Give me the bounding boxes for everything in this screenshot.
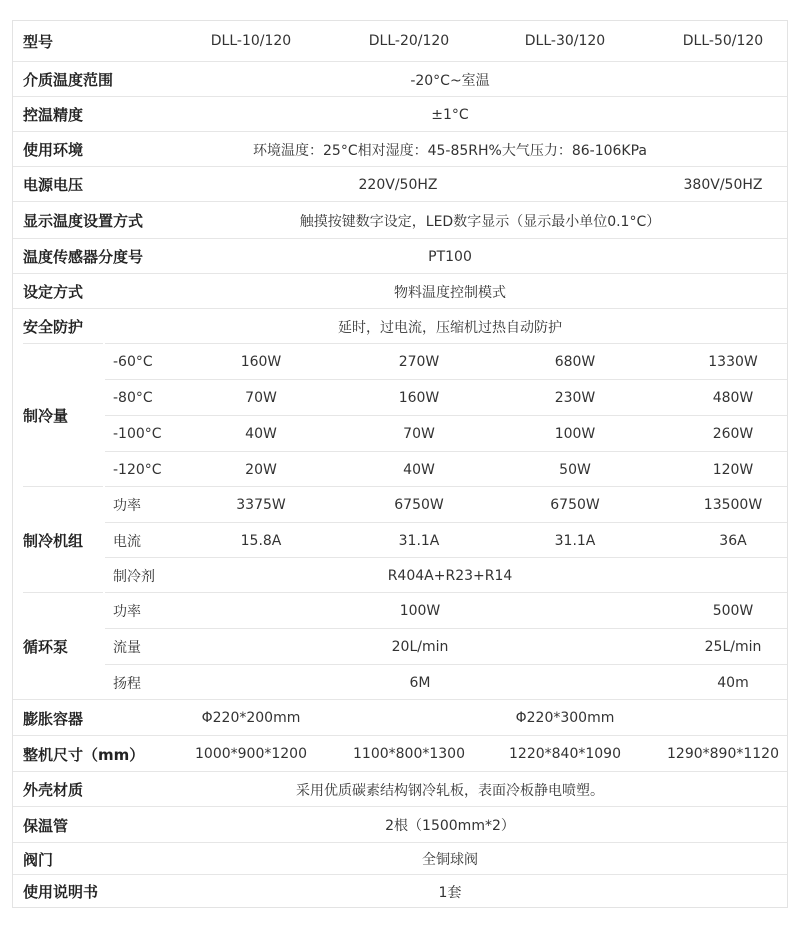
safety-value: 延时，过电流，压缩机过热自动防护 — [338, 319, 562, 336]
safety-label: 安全防护 — [23, 318, 84, 336]
cooling-temp: -80°C — [113, 390, 153, 406]
expansion-value-a: Φ220*200mm — [201, 710, 301, 726]
model-2: DLL-20/120 — [368, 33, 450, 49]
pump-flow-value-b: 25L/min — [704, 639, 762, 655]
unit-refrigerant-row — [105, 557, 787, 593]
expansion-value-b: Φ220*300mm — [515, 710, 615, 726]
cooling-value: 40W — [403, 461, 435, 478]
shell-label: 外壳材质 — [23, 781, 84, 799]
cooling-value: 120W — [712, 461, 754, 478]
manual-value: 1套 — [438, 884, 462, 901]
unit-current-value: 15.8A — [240, 532, 282, 549]
model-1: DLL-10/120 — [210, 33, 292, 49]
cooling-row — [105, 343, 787, 380]
header-row — [13, 21, 787, 61]
unit-current-value: 31.1A — [398, 532, 440, 549]
pump-power-row — [105, 592, 787, 629]
display-label: 显示温度设置方式 — [23, 212, 144, 230]
environment-label: 使用环境 — [23, 141, 84, 159]
unit-refrigerant-label: 制冷剂 — [113, 568, 155, 585]
insulation-value: 2根（1500mm*2） — [385, 818, 515, 834]
unit-current-row — [105, 522, 787, 558]
pump-power-value-b: 500W — [712, 603, 754, 619]
unit-power-value: 6750W — [550, 497, 600, 513]
precision-label: 控温精度 — [23, 106, 84, 124]
dimensions-label: 整机尺寸（mm） — [23, 745, 145, 764]
cooling-value: 70W — [403, 426, 435, 442]
spec-table — [12, 20, 788, 908]
expansion-row — [13, 699, 787, 736]
display-value: 触摸按键数字设定，LED数字显示（显示最小单位0.1°C） — [299, 213, 661, 230]
cooling-value: 1330W — [708, 354, 758, 370]
cooling-value: 50W — [559, 461, 591, 478]
dimensions-value: 1100*800*1300 — [353, 746, 465, 762]
pump-flow-value-a: 20L/min — [391, 639, 449, 655]
pump-power-value-a: 100W — [399, 603, 441, 619]
power-supply-value-a: 220V/50HZ — [358, 176, 438, 193]
precision-value: ±1°C — [431, 106, 469, 123]
unit-current-value: 36A — [719, 532, 747, 549]
cooling-temp: -120°C — [113, 461, 162, 478]
manual-label: 使用说明书 — [23, 883, 99, 901]
unit-power-value: 6750W — [394, 497, 444, 513]
power-supply-label: 电源电压 — [23, 176, 84, 194]
cooling-row — [105, 451, 787, 487]
pump-head-value-b: 40m — [717, 674, 749, 691]
manual-row — [13, 874, 787, 908]
unit-power-value: 13500W — [703, 497, 763, 513]
unit-power-value: 3375W — [236, 497, 286, 513]
cooling-temp: -60°C — [113, 354, 153, 370]
dimensions-value: 1290*890*1120 — [667, 746, 779, 762]
pump-head-label: 扬程 — [113, 675, 141, 692]
power-supply-value-b: 380V/50HZ — [683, 176, 763, 193]
cooling-value: 270W — [398, 354, 440, 370]
unit-group-label: 制冷机组 — [23, 486, 103, 593]
cooling-value: 680W — [554, 354, 596, 370]
environment-row — [13, 131, 787, 167]
dimensions-row — [13, 735, 787, 772]
cooling-value: 100W — [554, 426, 596, 442]
header-label: 型号 — [23, 32, 54, 51]
precision-row — [13, 96, 787, 132]
cooling-value: 260W — [712, 426, 754, 442]
cooling-value: 160W — [398, 390, 440, 406]
pump-flow-row — [105, 628, 787, 665]
unit-power-label: 功率 — [113, 498, 141, 514]
unit-current-value: 31.1A — [554, 532, 596, 549]
medium-temp-row — [13, 61, 787, 97]
display-row — [13, 201, 787, 239]
valve-label: 阀门 — [23, 850, 54, 869]
model-3: DLL-30/120 — [524, 33, 606, 49]
dimensions-value: 1000*900*1200 — [195, 746, 307, 762]
pump-flow-label: 流量 — [113, 640, 141, 656]
cooling-value: 160W — [240, 354, 282, 370]
setting-row — [13, 273, 787, 309]
cooling-row — [105, 379, 787, 416]
cooling-group-label: 制冷量 — [23, 343, 103, 487]
pump-power-label: 功率 — [113, 604, 141, 620]
dimensions-value: 1220*840*1090 — [509, 746, 621, 762]
pump-group-label: 循环泵 — [23, 592, 103, 700]
shell-row — [13, 771, 787, 807]
cooling-value: 480W — [712, 390, 754, 406]
setting-label: 设定方式 — [23, 283, 84, 301]
insulation-label: 保温管 — [23, 816, 69, 835]
cooling-temp: -100°C — [113, 426, 162, 442]
valve-value: 全铜球阀 — [422, 852, 478, 868]
cooling-value: 230W — [554, 390, 596, 406]
insulation-row — [13, 806, 787, 843]
valve-row — [13, 842, 787, 875]
sensor-label: 温度传感器分度号 — [23, 248, 144, 266]
unit-refrigerant-value: R404A+R23+R14 — [387, 567, 513, 584]
shell-value: 采用优质碳素结构钢冷轧板，表面冷板静电喷塑。 — [296, 782, 604, 799]
unit-power-row — [105, 486, 787, 523]
pump-head-row — [105, 664, 787, 700]
medium-temp-label: 介质温度范围 — [23, 71, 114, 89]
setting-value: 物料温度控制模式 — [394, 284, 506, 301]
safety-row — [13, 308, 787, 344]
sensor-value: PT100 — [428, 248, 472, 265]
environment-value: 环境温度：25°C相对湿度：45-85RH%大气压力：86-106KPa — [253, 142, 647, 159]
unit-current-label: 电流 — [113, 533, 141, 550]
cooling-value: 40W — [245, 426, 277, 442]
pump-head-value-a: 6M — [409, 674, 431, 691]
cooling-value: 70W — [245, 390, 277, 406]
sensor-row — [13, 238, 787, 274]
power-supply-row — [13, 166, 787, 202]
model-4: DLL-50/120 — [682, 33, 764, 49]
cooling-row — [105, 415, 787, 452]
expansion-label: 膨胀容器 — [23, 709, 84, 728]
cooling-value: 20W — [245, 461, 277, 478]
medium-temp-value: -20°C~室温 — [410, 72, 490, 89]
